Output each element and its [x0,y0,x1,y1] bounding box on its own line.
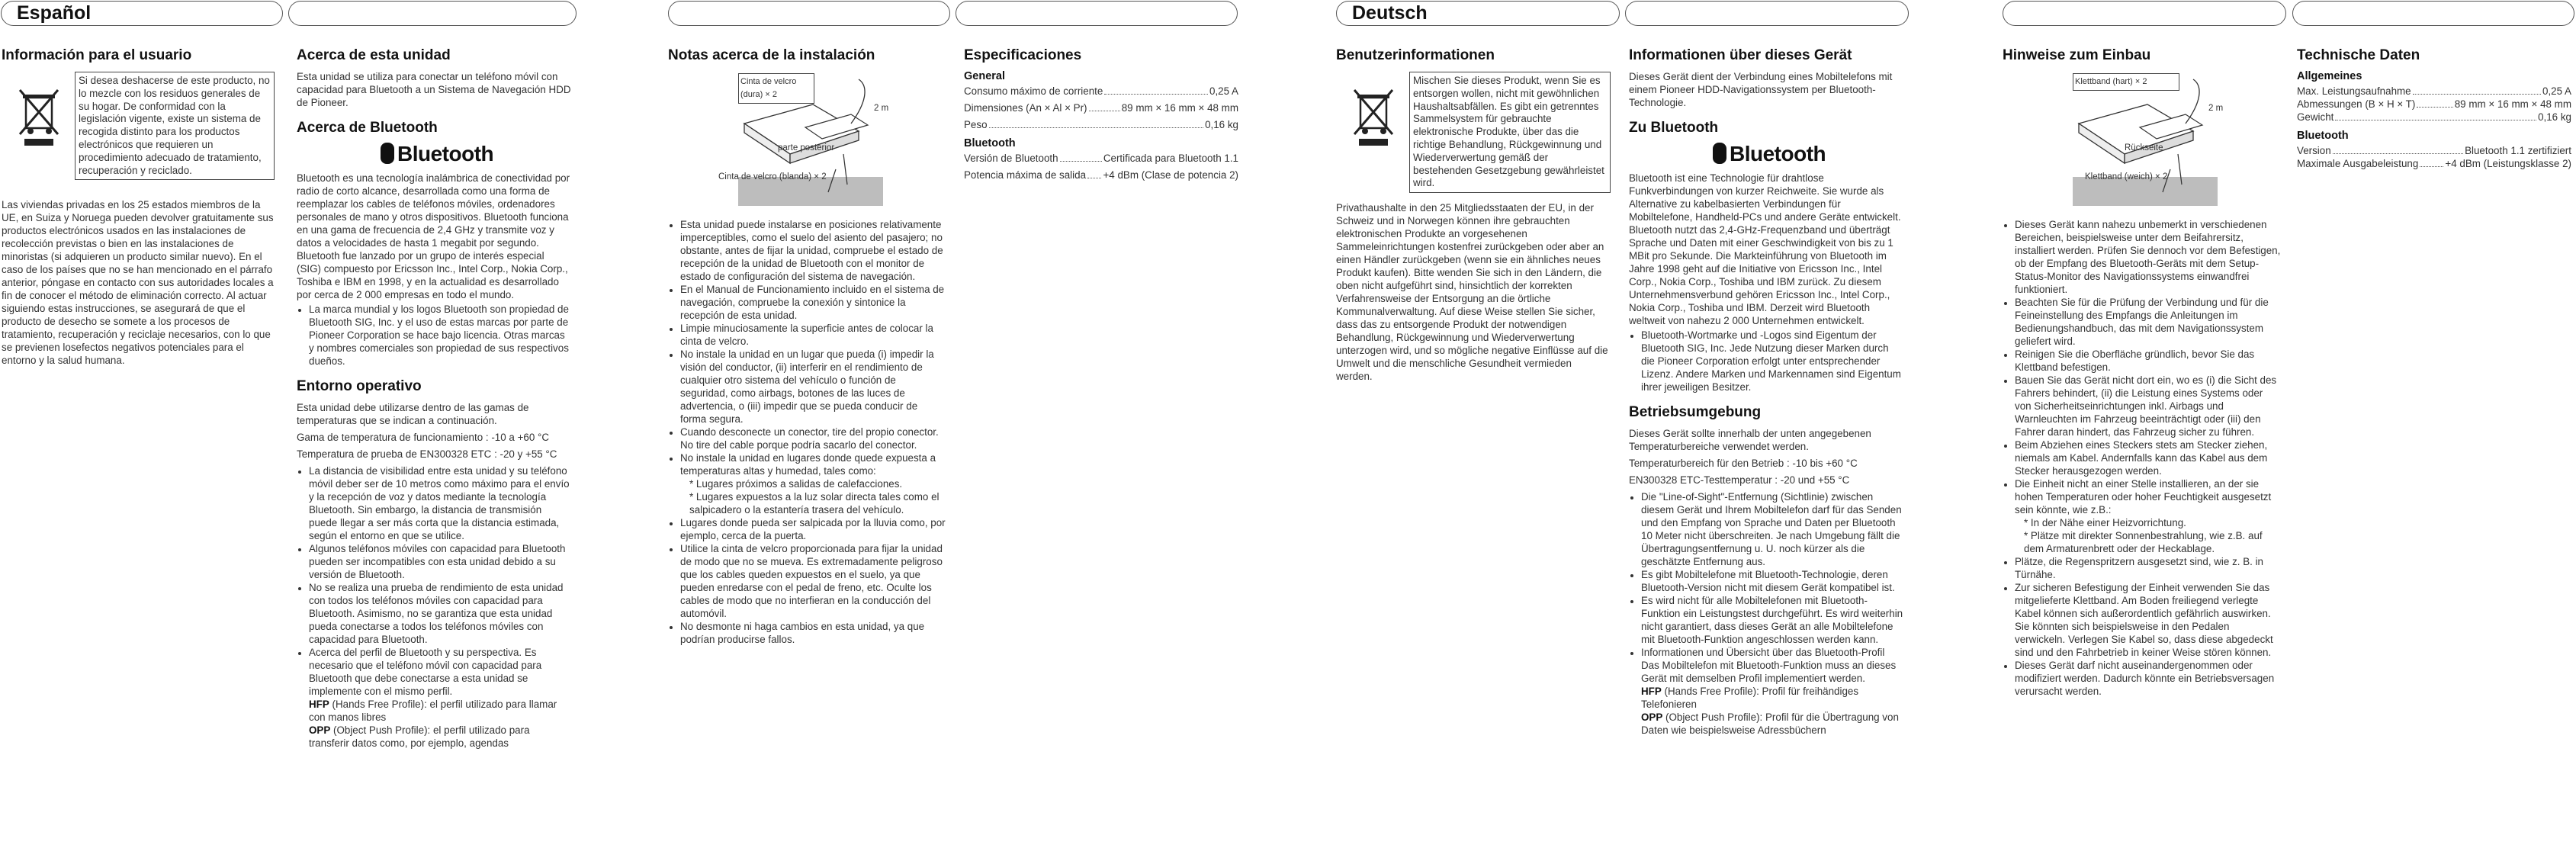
de-env-row-1: Temperaturbereich für den Betrieb : -10 bis +60 °C [1629,458,1858,469]
es-trademark-note: • La marca mundial y los logos Bluetooth son propiedad de Bluetooth SIG, Inc. y el uso de estas marcas por parte de Pioneer Corporation se hace bajo licencia. Otras marcas y nombres comerciales son propiedad de sus respectivos dueños. [309,303,571,368]
es-disposal-notice: Si desea deshacerse de este producto, no lo mezcle con los residuos generales de su hogar. De conformidad con la legislación vigente, existe un sistema de recogida distinto para los productos electrónicos que requieren un procedimiento adecuado de tratamiento, recuperación y reciclado. [75,72,275,180]
es-env-bullet-1: • La distancia de visibilidad entre esta unidad y su teléfono móvil deber ser de 10 metros como máximo para el envío y la recepción de voz y datos mediante la tecnología Bluetooth. Sin embargo, la distancia de transmisión puede llegar a ser más corta que la distancia estimada, según el entorno en que se utilice. [309,464,571,542]
de-spec-row: Max. Leistungsaufnahme 0,25 A [2297,85,2571,97]
header-pill-4 [956,1,1238,26]
es-bluetooth-logo [381,143,571,164]
language-tab-espanol: Español [1,1,283,26]
de-spec-row: Version Bluetooth 1.1 zertifiziert [2297,145,2571,156]
es-install-bullet-2: • En el Manual de Funcionamiento incluido en el sistema de navegación, compruebe la conexión y sintonice la recepción de esta unidad. [680,283,946,322]
es-install-bullet-3: • Limpie minuciosamente la superficie antes de colocar la cinta de velcro. [680,322,946,348]
es-about-unit-body: Esta unidad se utiliza para conectar un teléfono móvil con capacidad para Bluetooth a un Sistema de Navegación HDD de Pioneer. [297,71,571,108]
de-about-bt-body: Bluetooth ist eine Technologie für drahtlose Funkverbindungen von kurzer Reichweite. Sie wurde als Alternative zu kabelbasierten Verbindungen für Mobiltelefone, Handheld-PCs und andere Geräte entwickelt. Bluetooth nutzt das 2,4-GHz-Frequenzband und überträgt Sprache und Daten mit einer Geschwindigkeit von bis zu 1 MBit pro Sekunde. Die Markteinführung von Bluetooth im Jahre 1998 geht auf die Initiative von Ericsson Inc., Intel Corp., Nokia Corp., Toshiba und IBM zurück. Zu diesem Unternehmensverbund gehören Ericsson Inc., Intel Corp., Nokia Corp., Toshiba und IBM. Derzeit wird Bluetooth weltweit von nahezu 2 000 Unternehmen entwickelt. [1629,172,1901,326]
de-bluetooth-logo [1713,143,1905,164]
es-specs-title: Especificaciones [964,47,1082,63]
es-env-body: Esta unidad debe utilizarse dentro de las gamas de temperaturas que se indican a continuación. [297,402,529,426]
de-cable-length-label: 2 m [2208,104,2224,113]
language-tab-deutsch: Deutsch [1336,1,1620,26]
de-about-unit-title: Informationen über dieses Gerät [1629,47,1852,63]
de-install-bullet-3: • Reinigen Sie die Oberfläche gründlich, bevor Sie das Klettband befestigen. [2015,348,2281,374]
es-spec-row: Consumo máximo de corriente 0,25 A [964,85,1238,97]
es-about-unit-title: Acerca de esta unidad [297,47,451,63]
de-install-bullet-2: • Beachten Sie für die Prüfung der Verbindung und für die Feineinstellung des Empfangs die Anleitungen im Bedienungshandbuch, das mit dem Navigationssystem geliefert wird. [2015,296,2281,348]
header-pill-2 [288,1,577,26]
de-env-bullet-4: • Informationen und Übersicht über das Bluetooth-Profil Das Mobiltelefon mit Bluetooth-Funktion muss an dieses Gerät mit demselben Profil implementiert werden. HFP (Hands Free Profile): Profil für freihändiges Telefonieren OPP (Object Push Profile): Profil für die Übertragung von Daten wie beispielsweise Adressbüchern [1641,646,1905,737]
es-install-bullet-7: • Lugares donde pueda ser salpicada por la lluvia como, por ejemplo, cerca de la puerta. [680,516,946,542]
de-about-bt-title: Zu Bluetooth [1629,120,1719,136]
de-user-info-section [1336,47,1611,383]
de-specs-title: Technische Daten [2297,47,2420,63]
es-install-bullet-1: • Esta unidad puede instalarse en posiciones relativamente imperceptibles, como el suelo del asiento del pasajero; no obstante, antes de fijar la unidad, compruebe el estado de recepción de la unidad de Bluetooth con el monitor de estado de configuración del sistema de navegación. [680,218,946,283]
es-user-info-body: Las viviendas privadas en los 25 estados miembros de la UE, en Suiza y Noruega pueden devolver gratuitamente sus productos electrónicos usados en las instalaciones de recolección previstas o bien en las instalaciones de minoristas (si adquieren un producto similar nuevo). En el caso de los países que no se han mencionado en el párrafo anterior, póngase en contacto con sus autoridades locales a fin de conocer el método de eliminación correcto. Al actuar siguiendo estas instrucciones, se asegurará de que el producto de desecho se somete a los procesos de tratamiento, recuperación y reciclaje necesarios, con lo que se previenen losefectos negativos potenciales para el entorno y la salud humana. [2,199,274,366]
de-about-section [1629,47,1905,737]
de-install-bullet-7: • Plätze, die Regenspritzern ausgesetzt sind, wie z. B. in Türnähe. [2015,555,2281,581]
de-env-row-2: EN300328 ETC-Testtemperatur : -20 und +55 °C [1629,474,1850,486]
bluetooth-icon [1713,143,1726,164]
es-install-sub-1: * Lugares próximos a salidas de calefacciones. [689,478,903,490]
es-install-diagram [668,70,920,207]
es-cable-length-label: 2 m [874,104,889,113]
header-pill-3 [668,1,950,26]
header-pill-7 [2003,1,2286,26]
es-spec-row: Versión de Bluetooth Certificada para Bluetooth 1.1 [964,153,1238,164]
es-install-bullet-4: • No instale la unidad en un lugar que pueda (i) impedir la visión del conductor, (ii) interferir en el rendimiento de cualquier otro sistema del vehículo o función de seguridad, como airbags, botones de las luces de advertencia, o (iii) impedir que se pueda conducir de forma segura. [680,348,946,426]
de-install-bullet-8: • Zur sicheren Befestigung der Einheit verwenden Sie das mitgelieferte Klettband. Am Boden freiliegend verlegte Kabel können sich außerordentlich gefährlich auswirken. Sie könnten sich beispielsweise in den Pedalen verwickeln. Verlegen Sie Kabel so, dass diese abgedeckt sind und den Fahrbetrieb in keiner Weise stören können. [2015,581,2281,659]
es-install-bullet-5: • Cuando desconecte un conector, tire del propio conector. No tire del cable porque podría sacarlo del conector. [680,426,946,451]
de-install-title: Hinweise zum Einbau [2003,47,2151,63]
es-spec-row: Peso 0,16 kg [964,119,1238,130]
es-user-info-section [2,47,275,367]
es-back-label: parte posterior [778,143,835,153]
de-user-info-title: Benutzerinformationen [1336,47,1495,63]
es-env-bullet-4: • Acerca del perfil de Bluetooth y su perspectiva. Es necesario que el teléfono móvil con capacidad para Bluetooth que debe conectarse a esta unidad se implemente con el mismo perfil. HFP (Hands Free Profile): el perfil utilizado para llamar con manos libres OPP (Object Push Profile): el perfil utilizado para transferir datos como, por ejemplo, agendas [309,646,571,750]
de-back-label: Rückseite [2125,143,2163,153]
de-spec-row: Abmessungen (B × H × T) 89 mm × 16 mm × 48 mm [2297,98,2571,110]
de-specs-bt-head: Bluetooth [2297,130,2349,142]
de-velcro-soft-label: Klettband (weich) × 2 [2085,172,2168,181]
de-env-bullet-1: • Die "Line-of-Sight"-Entfernung (Sichtlinie) zwischen diesem Gerät und Ihrem Mobiltelefon darf für das Senden und den Empfang von Sprache und Daten per Bluetooth 10 Meter nicht überschreiten. Je nach Umgebung fällt die Übertragungsentfernung u. U. noch kürzer als die geschätzte Entfernung aus. [1641,490,1905,568]
es-about-bt-title: Acerca de Bluetooth [297,120,438,136]
de-specs-section [2297,47,2571,170]
es-env-bullet-2: • Algunos teléfonos móviles con capacidad para Bluetooth pueden ser incompatibles con esta unidad debido a su versión de Bluetooth. [309,542,571,581]
bluetooth-icon [381,143,394,164]
es-spec-row: Potencia máxima de salida +4 dBm (Clase de potencia 2) [964,169,1238,181]
de-install-section [2003,47,2281,698]
header-pill-6 [1625,1,1909,26]
es-env-bullet-3: • No se realiza una prueba de rendimiento de esta unidad con todos los teléfonos móviles con capacidad para Bluetooth. Asimismo, no se garantiza que esta unidad pueda conectarse a todos los teléfonos móviles con capacidad para Bluetooth. [309,581,571,646]
de-user-info-body: Privathaushalte in den 25 Mitgliedsstaaten der EU, in der Schweiz und in Norwegen können ihre gebrauchten elektronischen Produkte an vorgesehenen Sammeleinrichtungen kostenfrei zurückgeben oder aber an einen Händler zurückgeben (wenn sie ein ähnliches neues Produkt kaufen). Bitte wenden Sie sich in den Ländern, die oben nicht aufgeführt sind, hinsichtlich der korrekten Verfahrensweise der Entsorgung an die örtliche Kommunalverwaltung. Auf diese Weise stellen Sie sicher, dass das zu entsorgende Produkt der notwendigen Behandlung, Rückgewinnung und Wiederverwertung unterzogen wird, und so mögliche negative Einflüsse auf die Umwelt und die menschliche Gesundheit vermieden werden. [1336,202,1608,382]
de-specs-general: Allgemeines [2297,70,2362,82]
es-install-section [668,47,946,646]
es-install-bullet-9: • No desmonte ni haga cambios en esta unidad, ya que podrían producirse fallos. [680,620,946,646]
de-env-bullet-2: • Es gibt Mobiltelefone mit Bluetooth-Technologie, deren Bluetooth-Version nicht mit diesem Gerät kompatibel ist. [1641,568,1905,594]
de-install-sub-1: * In der Nähe einer Heizvorrichtung. [2024,517,2186,528]
de-install-bullet-5: • Beim Abziehen eines Steckers stets am Stecker ziehen, niemals am Kabel. Andernfalls kann das Kabel aus dem Stecker herausgezogen werden. [2015,438,2281,477]
header-pill-8 [2292,1,2574,26]
de-install-bullet-4: • Bauen Sie das Gerät nicht dort ein, wo es (i) die Sicht des Fahrers behindert, (ii) die Leistung eines Systems oder von Sicherheitseinrichtungen inkl. Airbags und Warnleuchten im Fahrzeug beeinträchtigt oder (iii) den Fahrer daran hindert, das Fahrzeug sicher zu führen. [2015,374,2281,438]
es-env-row-2: Temperatura de prueba de EN300328 ETC : -20 y +55 °C [297,448,557,460]
installation-diagram-icon [2003,70,2254,207]
de-velcro-hard-label: Klettband (hart) × 2 [2073,73,2179,91]
de-trademark-note: • Bluetooth-Wortmarke und -Logos sind Eigentum der Bluetooth SIG, Inc. Jede Nutzung dieser Marken durch die Pioneer Corporation erfolgt unter entsprechender Lizenz. Andere Marken und Markennamen sind Eigentum ihrer jeweiligen Besitzer. [1641,329,1905,393]
de-spec-row: Gewicht 0,16 kg [2297,111,2571,123]
es-install-bullet-8: • Utilice la cinta de velcro proporcionada para fijar la unidad de modo que no se mueva. Es extremadamente peligroso que los cables queden expuestos en el suelo, ya que pueden enredarse con el pedal de freno, etc. Oculte los cables de modo que no interfieran en la conducción del automóvil. [680,542,946,620]
de-install-sub-2: * Plätze mit direkter Sonnenbestrahlung, wie z.B. auf dem Armaturenbrett oder der Heckablage. [2024,530,2263,554]
es-user-info-title: Información para el usuario [2,47,192,63]
es-velcro-hard-label: Cinta de velcro (dura) × 2 [738,73,814,104]
de-bluetooth-logo-text: Bluetooth [1730,141,1826,165]
es-velcro-soft-label: Cinta de velcro (blanda) × 2 [718,172,827,181]
es-about-section [297,47,571,750]
de-install-bullet-6: • Die Einheit nicht an einer Stelle installieren, an der sie hohen Temperaturen oder hoher Feuchtigkeit ausgesetzt sein könnte, wie z.B.: * In der Nähe einer Heizvorrichtung. * Plätze mit direkter Sonnenbestrahlung, wie z.B. auf dem Armaturenbrett oder der Heckablage. [2015,477,2281,555]
de-install-bullet-9: • Dieses Gerät darf nicht auseinandergenommen oder modifiziert werden. Dadurch könnte ein Betriebsversagen verursacht werden. [2015,659,2281,698]
es-specs-general: General [964,70,1005,82]
es-env-title: Entorno operativo [297,378,422,394]
es-about-bt-body: Bluetooth es una tecnología inalámbrica de conectividad por radio de corto alcance, desarrollada como una forma de reemplazar los cables de teléfonos móviles, ordenadores personales de mano y otros dispositivos. Bluetooth funciona en una gama de frecuencia de 2,4 GHz y transmite voz y datos a velocidades de hasta 1 megabit por segundo. Bluetooth fue lanzado por un grupo de interés especial (SIG) compuesto por Ericsson Inc., Intel Corp., Nokia Corp., Toshiba e IBM en 1998, y en la actualidad es desarrollado por cerca de 2 000 empresas en todo el mundo. [297,172,570,300]
es-bluetooth-logo-text: Bluetooth [397,141,494,165]
es-spec-row: Dimensiones (An × Al × Pr) 89 mm × 16 mm × 48 mm [964,102,1238,114]
es-specs-section [964,47,1238,181]
de-spec-row: Maximale Ausgabeleistung +4 dBm (Leistungsklasse 2) [2297,158,2571,169]
weee-bin-icon [1350,87,1397,148]
de-install-bullet-1: • Dieses Gerät kann nahezu unbemerkt in verschiedenen Bereichen, beispielsweise unter dem Beifahrersitz, installiert werden. Prüfen Sie dennoch vor dem Befestigen, ob der Empfang des Bluetooth-Geräts mit dem Setup-Status-Monitor des Navigationssystems einwandfrei funktioniert. [2015,218,2281,296]
es-install-sub-2: * Lugares expuestos a la luz solar directa tales como el salpicadero o la estantería trasera del vehículo. [689,491,940,516]
es-specs-bt-head: Bluetooth [964,137,1016,149]
es-env-row-1: Gama de temperatura de funcionamiento : -10 a +60 °C [297,432,550,443]
es-install-bullet-6: • No instale la unidad en lugares donde quede expuesta a temperaturas altas y humedad, tales como: * Lugares próximos a salidas de calefacciones. * Lugares expuestos a la luz solar directa tales como el salpicadero o la estantería trasera del vehículo. [680,451,946,516]
de-env-body: Dieses Gerät sollte innerhalb der unten angegebenen Temperaturbereiche verwendet werden. [1629,428,1871,452]
de-install-diagram [2003,70,2254,207]
de-disposal-notice: Mischen Sie dieses Produkt, wenn Sie es entsorgen wollen, nicht mit gewöhnlichen Haushaltsabfällen. Es gibt ein getrenntes Sammelsystem für gebrauchte elektronische Produkte, über das die richtige Behandlung, Rückgewinnung und Wiederverwertung gemäß der bestehenden Gesetzgebung gewährleistet wird. [1409,72,1611,193]
weee-bin-icon [15,87,63,148]
de-about-unit-body: Dieses Gerät dient der Verbindung eines Mobiltelefons mit einem Pioneer HDD-Navigationssystem per Bluetooth-Technologie. [1629,71,1893,108]
es-install-title: Notas acerca de la instalación [668,47,875,63]
de-env-title: Betriebsumgebung [1629,404,1762,420]
de-env-bullet-3: • Es wird nicht für alle Mobiltelefonen mit Bluetooth-Funktion ein Leistungstest durchgeführt. Es wird weiterhin nicht garantiert, dass dieses Gerät an alle Mobiltelefone mit Bluetooth-Funktion angeschlossen werden kann. [1641,594,1905,646]
